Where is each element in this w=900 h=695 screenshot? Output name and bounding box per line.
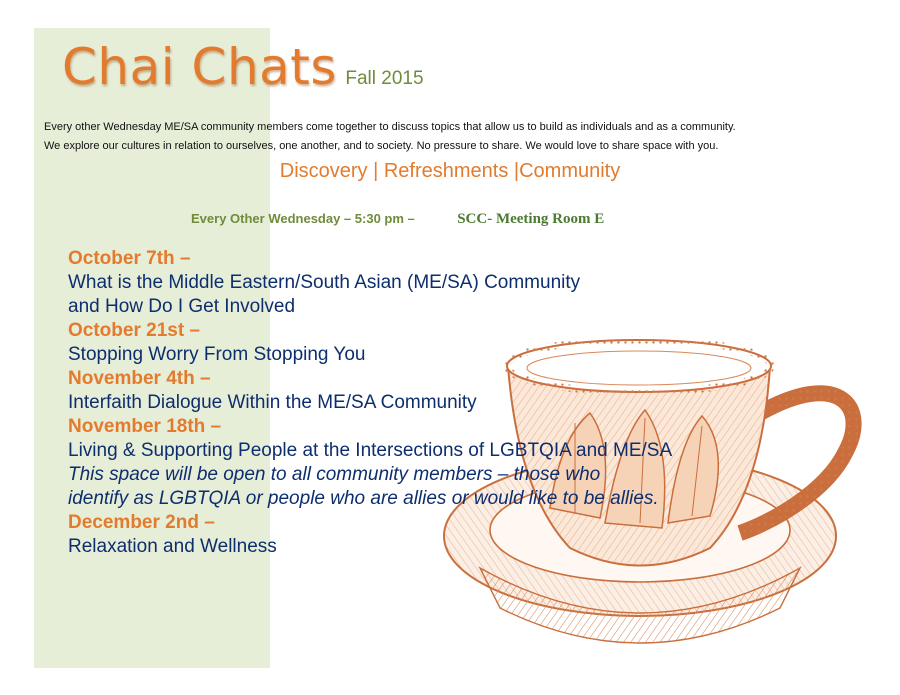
event-date: October 21st – (68, 320, 200, 341)
intro-text (44, 118, 894, 156)
event-topic: Stopping Worry From Stopping You (68, 344, 366, 365)
event-item (68, 367, 868, 415)
intro-line: We explore our cultures in relation to ourselves, one another, and to society. No pressure to share. We would love to share space with you. (44, 140, 719, 152)
season-label: Fall 2015 (345, 68, 424, 89)
event-list (68, 247, 868, 559)
event-item (68, 247, 868, 319)
header (62, 38, 424, 96)
event-date: October 7th – (68, 248, 191, 269)
event-item (68, 415, 868, 511)
event-note: This space will be open to all community members – those who (68, 464, 601, 485)
schedule-info (191, 210, 604, 228)
event-date: November 18th – (68, 416, 222, 437)
event-topic: Relaxation and Wellness (68, 536, 277, 557)
intro-line: Every other Wednesday ME/SA community members come together to discuss topics that allow us to build as individuals and as a community. (44, 121, 736, 133)
event-item (68, 319, 868, 367)
event-topic: Interfaith Dialogue Within the ME/SA Community (68, 392, 477, 413)
tagline: Discovery | Refreshments |Community (279, 160, 621, 182)
event-date: November 4th – (68, 368, 211, 389)
meeting-time: Every Other Wednesday – 5:30 pm – (191, 211, 415, 226)
event-topic: What is the Middle Eastern/South Asian (ME/SA) Community (68, 272, 581, 293)
page-title: Chai Chats (62, 38, 337, 96)
meeting-location: SCC- Meeting Room E (457, 211, 605, 227)
event-item (68, 511, 868, 559)
event-note: identify as LGBTQIA or people who are allies or would like to be allies. (68, 488, 659, 509)
event-topic: Living & Supporting People at the Intersections of LGBTQIA and ME/SA (68, 440, 673, 461)
event-topic: and How Do I Get Involved (68, 296, 296, 317)
event-date: December 2nd – (68, 512, 215, 533)
